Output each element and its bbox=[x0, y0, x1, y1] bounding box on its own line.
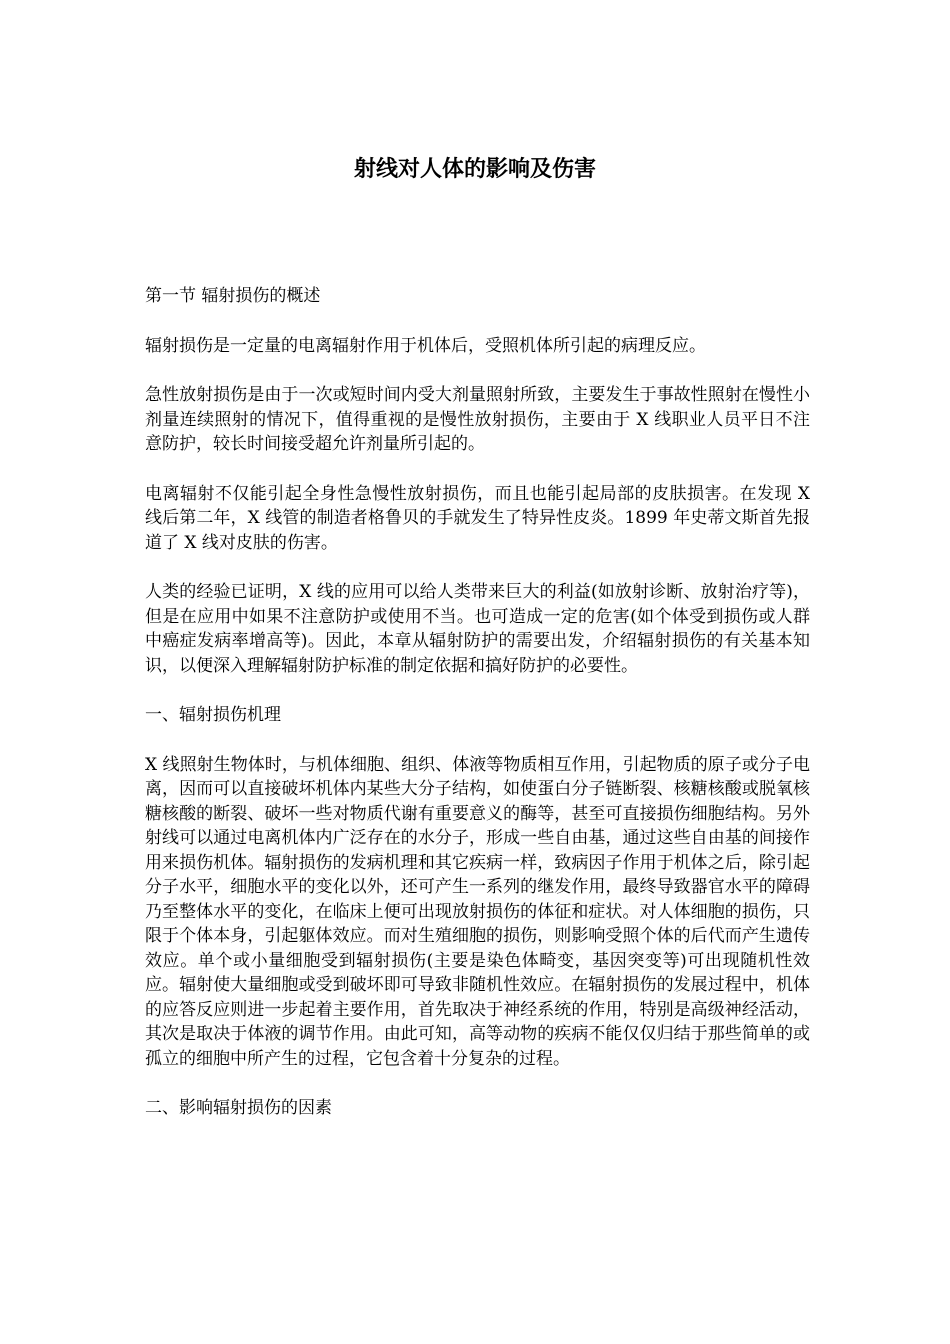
subheading-factors: 二、影响辐射损伤的因素 bbox=[145, 1098, 332, 1118]
paragraph-benefits-risks: 人类的经验已证明，X 线的应用可以给人类带来巨大的利益(如放射诊断、放射治疗等)，但是在应用中如果不注意防护或使用不当。也可造成一定的危害(如个体受到损伤或人群中癌症发病率增高等)。因此，本章从辐射防护的需要出发，介绍辐射损伤的有关基本知识，以便深入理解辐射防护标准的制定依据和搞好防护的必要性。 bbox=[145, 582, 810, 676]
document-title: 射线对人体的影响及伤害 bbox=[353, 157, 596, 182]
paragraph-skin-damage: 电离辐射不仅能引起全身性急慢性放射损伤，而且也能引起局部的皮肤损害。在发现 X 线后第二年，X 线管的制造者格鲁贝的手就发生了特异性皮炎。1899 年史蒂文斯首先报道了 X 线对皮肤的伤害。 bbox=[145, 483, 810, 553]
paragraph-acute-injury: 急性放射损伤是由于一次或短时间内受大剂量照射所致，主要发生于事故性照射在慢性小剂量连续照射的情况下，值得重视的是慢性放射损伤，主要由于 X 线职业人员平日不注意防护，较长时间接受超允许剂量所引起的。 bbox=[145, 385, 810, 454]
subheading-mechanism: 一、辐射损伤机理 bbox=[145, 705, 281, 725]
document-body bbox=[145, 284, 810, 1146]
paragraph-mechanism: X 线照射生物体时，与机体细胞、组织、体液等物质相互作用，引起物质的原子或分子电离，因而可以直接破坏机体内某些大分子结构，如使蛋白分子链断裂、核糖核酸或脱氧核糖核酸的断裂、破坏一些对物质代谢有重要意义的酶等，甚至可直接损伤细胞结构。另外射线可以通过电离机体内广泛存在的水分子，形成一些自由基，通过这些自由基的间接作用来损伤机体。辐射损伤的发病机理和其它疾病一样，致病因子作用于机体之后，除引起分子水平，细胞水平的变化以外，还可产生一系列的继发作用，最终导致器官水平的障碍乃至整体水平的变化，在临床上便可出现放射损伤的体征和症状。对人体细胞的损伤，只限于个体本身，引起躯体效应。而对生殖细胞的损伤，则影响受照个体的后代而产生遗传效应。单个或小量细胞受到辐射损伤(主要是染色体畸变，基因突变等)可出现随机性效应。辐射使大量细胞或受到破坏即可导致非随机性效应。在辐射损伤的发展过程中，机体的应答反应则进一步起着主要作用，首先取决于神经系统的作用，特别是高级神经活动，其次是取决于体液的调节作用。由此可知，高等动物的疾病不能仅仅归结于那些简单的或孤立的细胞中所产生的过程，它包含着十分复杂的过程。 bbox=[145, 754, 810, 1069]
section-heading: 第一节 辐射损伤的概述 bbox=[145, 286, 321, 306]
paragraph-definition: 辐射损伤是一定量的电离辐射作用于机体后，受照机体所引起的病理反应。 bbox=[145, 335, 706, 356]
